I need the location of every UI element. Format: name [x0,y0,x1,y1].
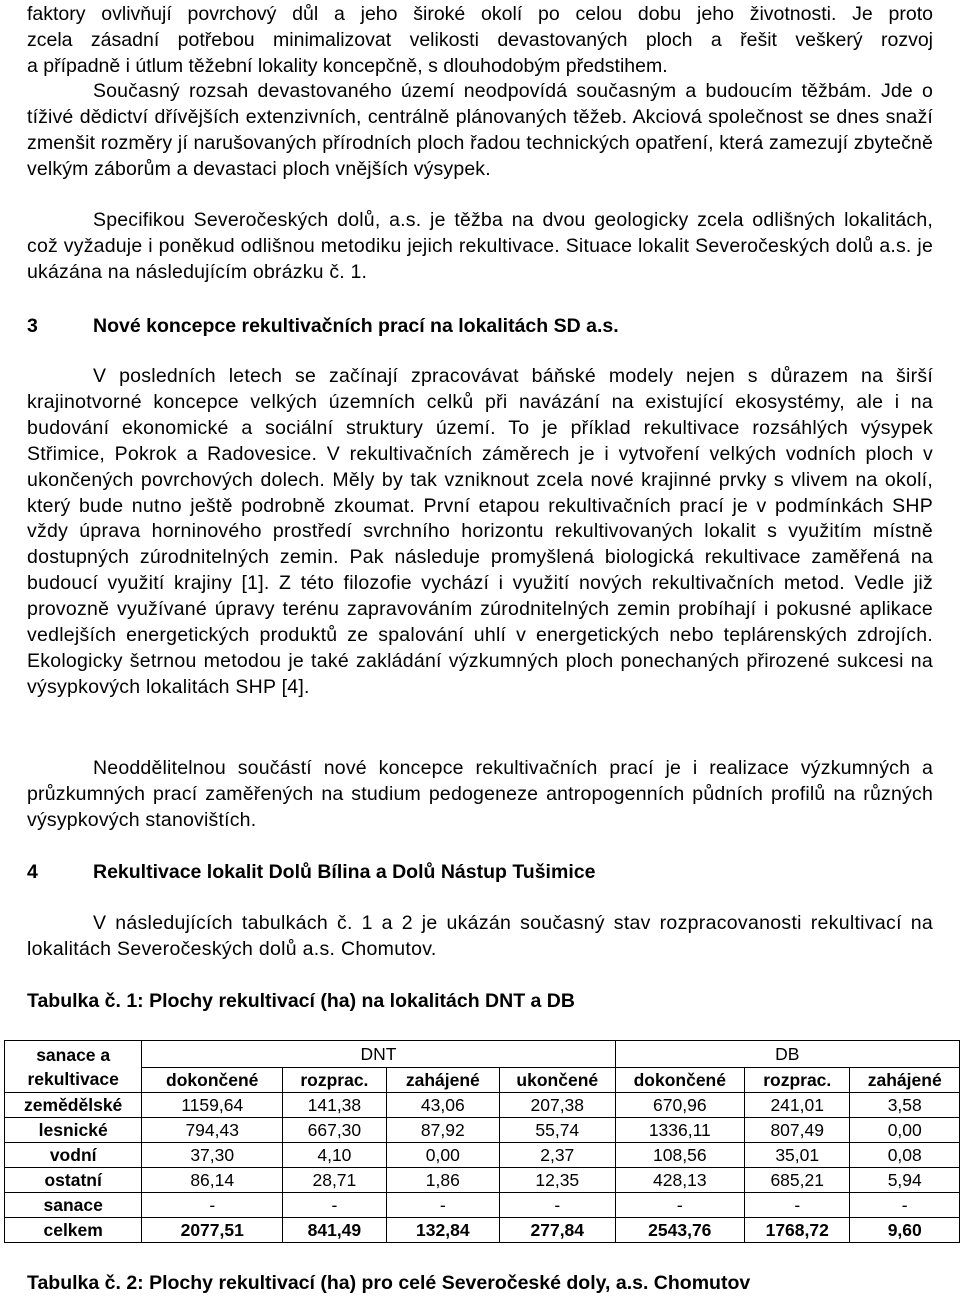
column-header: zahájené [850,1068,960,1093]
text-line: zcela zásadní potřebou minimalizovat velikosti devastovaných ploch a řešit veškerý rozvoj [27,28,933,51]
row-label: celkem [5,1218,142,1243]
paragraph: Neoddělitelnou součástí nové koncepce rekultivačních prací je i realizace výzkumných a průzkumných prací zaměřených na studium pedogeneze antropogenních půdních profilů na různých výsypkových stanovištích. [27,757,933,831]
row-label: sanace [5,1193,142,1218]
table-cell: - [615,1193,744,1218]
paragraph: Současný rozsah devastovaného území neodpovídá současným a budoucím těžbám. Jde o tíživé dědictví dřívějších extenzivních, centrálně plánovaných těžeb. Akciová společnost se dnes snaží zmenšit rozměry jí narušovaných přírodních ploch řadou technických opatření, která zamezují zbytečně velkým záborům a devastaci ploch vnějších výsypek. [27,80,933,180]
table-cell: 1,86 [386,1168,499,1193]
table-cell: 12,35 [499,1168,615,1193]
table-cell: 5,94 [850,1168,960,1193]
table-cell: 241,01 [745,1093,850,1118]
column-header: rozprac. [745,1068,850,1093]
column-header: zahájené [386,1068,499,1093]
column-header: dokončené [142,1068,283,1093]
table-cell: 0,00 [386,1143,499,1168]
table-cell: - [283,1193,387,1218]
table-cell: 35,01 [745,1143,850,1168]
table-row [5,1168,960,1193]
table-cell: 2543,76 [615,1218,744,1243]
table-cell: 55,74 [499,1118,615,1143]
table-cell: 841,49 [283,1218,387,1243]
table-caption: Tabulka č. 2: Plochy rekultivací (ha) pro celé Severočeské doly, a.s. Chomutov [27,1272,751,1294]
table-cell: 86,14 [142,1168,283,1193]
table-row [5,1118,960,1143]
table-cell: 207,38 [499,1093,615,1118]
table-cell: 141,38 [283,1093,387,1118]
table-cell: 28,71 [283,1168,387,1193]
table-cell: 4,10 [283,1143,387,1168]
table-cell: 667,30 [283,1118,387,1143]
data-table [4,1040,960,1243]
table-row [5,1193,960,1218]
section-heading [27,313,933,339]
group-header-db: DB [615,1041,959,1068]
intro-paragraph [27,2,933,80]
table-body [5,1093,960,1243]
paragraph: V následujících tabulkách č. 1 a 2 je ukázán současný stav rozpracovanosti rekultivací na lokalitách Severočeských dolů a.s. Chomutov. [27,912,933,960]
paragraph: Specifikou Severočeských dolů, a.s. je těžba na dvou geologicky zcela odlišných lokalitách, což vyžaduje i poněkud odlišnou metodiku jejich rekultivace. Situace lokalit Severočeských dolů a.s. je ukázána na následujícím obrázku č. 1. [27,209,933,283]
column-header: dokončené [615,1068,744,1093]
text-line: a případně i útlum těžební lokality koncepčně, s dlouhodobým předstihem. [27,54,668,77]
table-cell: - [142,1193,283,1218]
table-cell: 43,06 [386,1093,499,1118]
section-number: 4 [27,861,38,883]
table-cell: 670,96 [615,1093,744,1118]
table-cell: - [745,1193,850,1218]
table-cell: 277,84 [499,1218,615,1243]
table-cell: 0,08 [850,1143,960,1168]
table-cell: 108,56 [615,1143,744,1168]
table-cell: 2,37 [499,1143,615,1168]
text-line: faktory ovlivňují povrchový důl a jeho široké okolí po celou dobu jeho životnosti. Je proto [27,3,933,25]
table-cell: 1336,11 [615,1118,744,1143]
table-cell: 37,30 [142,1143,283,1168]
row-label: ostatní [5,1168,142,1193]
table-cell: - [386,1193,499,1218]
table-cell: 2077,51 [142,1218,283,1243]
group-header-dnt: DNT [142,1041,615,1068]
table-corner-header [5,1041,142,1093]
table-row [5,1218,960,1243]
table-cell: 685,21 [745,1168,850,1193]
column-header: ukončené [499,1068,615,1093]
table-cell: 1159,64 [142,1093,283,1118]
table-cell: 9,60 [850,1218,960,1243]
row-label: zemědělské [5,1093,142,1118]
table-cell: 0,00 [850,1118,960,1143]
table-cell: 3,58 [850,1093,960,1118]
row-label: vodní [5,1143,142,1168]
column-header-row [5,1068,960,1093]
section-number: 3 [27,315,38,337]
paragraph: V posledních letech se začínají zpracovávat báňské modely nejen s důrazem na širší krajinotvorné koncepce velkých územních celků při navázání na existující ekosystémy, ale i na budování ekonomické a sociální struktury území. To je příklad rekultivace rozsáhlých výsypek Střimice, Pokrok a Radovesice. V rekultivačních záměrech je i vytvoření velkých vodních ploch v ukončených povrchových dolech. Měly by tak vzniknout zcela nové krajinné prvky s vlivem na okolí, který bude nutno ještě podrobně zkoumat. První etapou rekultivačních prací je v podmínkách SHP vždy úprava horninového prostředí svrchního horizontu rekultivovaných lokalit s využitím místně dostupných zúrodnitelných zemin. Pak následuje promyšlená biologická rekultivace zaměřená na budoucí využití krajiny [1]. Z této filozofie vychází i využití nových rekultivačních metod. Vedle již provozně využívané úpravy terénu zapravováním zúrodnitelných zemin probíhají i pokusné aplikace vedlejších energetických produktů ze spalování uhlí v energetických nebo teplárenských zdrojích. Ekologicky šetrnou metodou je také zakládání výzkumných ploch ponechaných přirozené sukcesi na výsypkových lokalitách SHP [4]. [27,365,933,698]
row-label: lesnické [5,1118,142,1143]
section-title: Nové koncepce rekultivačních prací na lokalitách SD a.s. [93,315,619,337]
table-cell: 807,49 [745,1118,850,1143]
table-cell: 87,92 [386,1118,499,1143]
corner-label: sanace a rekultivace [27,1044,119,1089]
table-cell: - [850,1193,960,1218]
table-cell: 428,13 [615,1168,744,1193]
table-row [5,1093,960,1118]
section-heading [27,859,933,885]
table-cell: 132,84 [386,1218,499,1243]
table-cell: 1768,72 [745,1218,850,1243]
table-caption: Tabulka č. 1: Plochy rekultivací (ha) na lokalitách DNT a DB [27,990,575,1012]
table-row [5,1143,960,1168]
table-cell: 794,43 [142,1118,283,1143]
table-cell: - [499,1193,615,1218]
column-header: rozprac. [283,1068,387,1093]
section-title: Rekultivace lokalit Dolů Bílina a Dolů Nástup Tušimice [93,861,596,883]
